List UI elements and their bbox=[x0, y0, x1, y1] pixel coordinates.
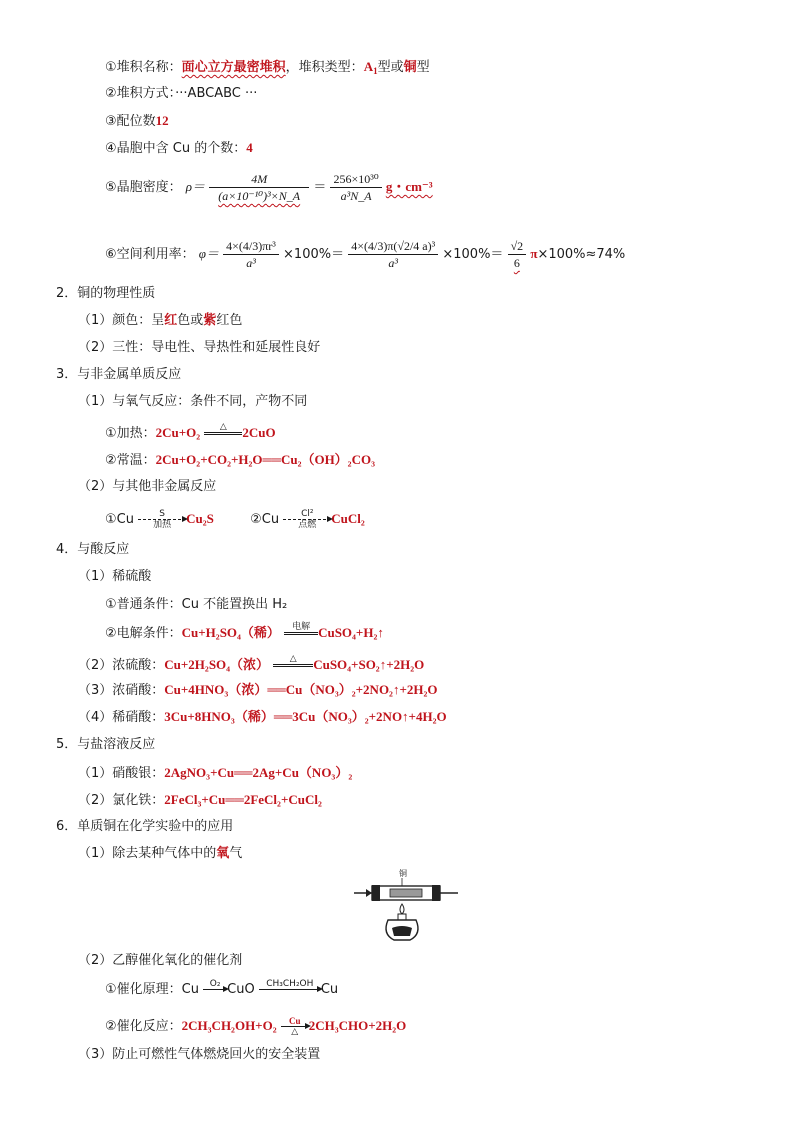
density-formula: ⑤晶胞密度： ρ＝ $\frac{4M}{\text{(a×10⁻¹⁰)³×N\_A}}$ ＝ $\frac{\text{256×10³⁰}}{\text{a³N\_A}}$ g・cm⁻³ bbox=[105, 172, 433, 203]
conc-h2so4-reaction: （2）浓硫酸：Cu+2H₂SO₄（浓） △ CuSO₄+SO₂↑+2H₂O bbox=[78, 654, 424, 677]
electrolysis-condition: 电解 bbox=[284, 622, 318, 645]
space-fraction-3: $\frac{√2}{6}$ bbox=[508, 238, 527, 271]
atoms-per-cell-line: ④晶胞中含 Cu 的个数：4 bbox=[105, 140, 253, 156]
section3-title: 3．与非金属单质反应 bbox=[56, 367, 182, 382]
section6-title: 6．单质铜在化学实验中的应用 bbox=[56, 819, 234, 834]
space-fraction-2: $\frac{\text{4×(4/3)π(√2/4 a)³}}{\text{a³}}$ bbox=[348, 238, 438, 271]
oxygen-reaction-title: （1）与氧气反应：条件不同，产物不同 bbox=[78, 394, 308, 409]
density-fraction-1: $\frac{4M}{\text{(a×10⁻¹⁰)³×N\_A}}$ bbox=[209, 171, 309, 204]
catalyst-title: （2）乙醇催化氧化的催化剂 bbox=[78, 953, 243, 968]
catalysis-reaction: ②催化反应：2CH₃CH₂OH+O₂ Cu △ 2CH₃CHO+2H₂O bbox=[105, 1016, 407, 1037]
remove-oxygen-line: （1）除去某种气体中的氧气 bbox=[78, 846, 243, 861]
fecl3-reaction: （2）氯化铁：2FeCl₃+Cu══2FeCl₂+CuCl₂ bbox=[78, 792, 322, 808]
section4-title: 4．与酸反应 bbox=[56, 542, 130, 557]
section2-title: 2．铜的物理性质 bbox=[56, 286, 156, 301]
delta-condition: △ bbox=[273, 654, 313, 677]
copper-tube-apparatus bbox=[352, 868, 460, 944]
stacking-name-answer: 面心立方最密堆积 bbox=[181, 60, 286, 75]
space-fraction-1: $\frac{\text{4×(4/3)πr³}}{\text{a³}}$ bbox=[223, 238, 279, 271]
ethanol-arrow: CH₃CH₂OH bbox=[259, 979, 321, 1000]
electrolysis-reaction: ②电解条件：Cu+H₂SO₄（稀） 电解 CuSO₄+H₂↑ bbox=[105, 622, 384, 645]
color-line: （1）颜色：呈红色或紫红色 bbox=[78, 313, 243, 328]
coordination-line: ③配位数12 bbox=[105, 113, 169, 129]
o2-arrow: O₂ bbox=[203, 979, 227, 1000]
copper-label: 铜 bbox=[399, 869, 407, 878]
room-temp-reaction: ②常温：2Cu+O₂+CO₂+H₂O══Cu₂（OH）₂CO₃ bbox=[105, 452, 375, 468]
sulfur-arrow: S 加热 bbox=[138, 509, 186, 530]
stacking-name-line: ①堆积名称：面心立方最密堆积，堆积类型：$A_1$型或铜型 bbox=[105, 59, 430, 76]
stacking-mode-line: ②堆积方式：···ABCABC ··· bbox=[105, 86, 258, 101]
cu-delta-arrow: Cu △ bbox=[281, 1016, 309, 1037]
catalysis-principle: ①催化原理：Cu O₂ CuO CH₃CH₂OH Cu bbox=[105, 978, 338, 1002]
delta-condition: △ bbox=[204, 422, 242, 445]
sulfur-chlorine-reactions: ①Cu S 加热 Cu₂S ②Cu Cl² 点燃 CuCl₂ bbox=[105, 509, 365, 530]
conc-hno3-reaction: （3）浓硝酸：Cu+4HNO₃（浓）══Cu（NO₃）₂+2NO₂↑+2H₂O bbox=[78, 682, 438, 698]
safety-device-line: （3）防止可燃性气体燃烧回火的安全装置 bbox=[78, 1047, 321, 1062]
other-nonmetal-title: （2）与其他非金属反应 bbox=[78, 479, 217, 494]
section5-title: 5．与盐溶液反应 bbox=[56, 737, 156, 752]
density-unit: g・cm⁻³ bbox=[385, 179, 433, 194]
coordination-value: 12 bbox=[155, 113, 169, 128]
three-properties-line: （2）三性：导电性、导热性和延展性良好 bbox=[78, 340, 321, 355]
space-utilization-formula: ⑥空间利用率： φ＝ $\frac{\text{4×(4/3)πr³}}{\text{a³}}$ ×100%＝ $\frac{\text{4×(4/3)π(√2/4 a)³}}{\text{a³}}$ ×100%＝ $\frac{√2}{6}$ π×100%≈74% bbox=[105, 239, 626, 270]
dilute-hno3-reaction: （4）稀硝酸：3Cu+8HNO₃（稀）══3Cu（NO₃）₂+2NO↑+4H₂O bbox=[78, 709, 447, 725]
apparatus-drawing bbox=[352, 868, 460, 944]
dilute-h2so4-title: （1）稀硫酸 bbox=[78, 569, 152, 584]
normal-condition-line: ①普通条件：Cu 不能置换出 H₂ bbox=[105, 597, 288, 612]
heating-reaction: ①加热：2Cu+O₂ △ 2CuO bbox=[105, 422, 276, 445]
density-fraction-2: $\frac{\text{256×10³⁰}}{\text{a³N\_A}}$ bbox=[330, 171, 381, 204]
agno3-reaction: （1）硝酸银：2AgNO₃+Cu══2Ag+Cu（NO₃）₂ bbox=[78, 765, 353, 781]
chlorine-arrow: Cl² 点燃 bbox=[283, 509, 331, 530]
atoms-value: 4 bbox=[246, 140, 253, 155]
